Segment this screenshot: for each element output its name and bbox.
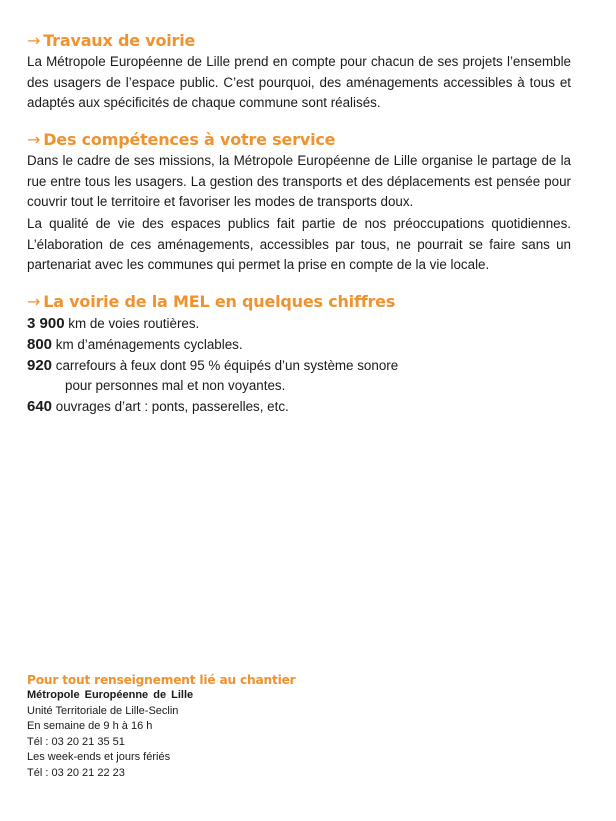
section-heading-chiffres: [27, 292, 395, 311]
contact-weekday-hours: En semaine de 9 h à 16 h: [27, 720, 153, 732]
key-figure-item: [27, 316, 398, 331]
contact-unit: Unité Territoriale de Lille-Seclin: [27, 704, 179, 717]
key-figures-list: [27, 316, 398, 420]
key-figure-item: [27, 337, 398, 352]
figure-text: carrefours à feux dont 95 % équipés d’un système sonore: [55, 358, 399, 373]
section-heading-competences: [27, 130, 335, 149]
figure-text: km de voies routières.: [68, 316, 200, 331]
contact-block: [27, 673, 296, 781]
section-paragraph: La qualité de vie des espaces publics fait partie de nos préoccupations quotidiennes. L’élaboration de ces aménagements, accessibles par tous, ne pourrait se faire sans un partenariat avec les communes qui permet la prise en compte de la vie locale.: [27, 216, 571, 272]
figure-text: ouvrages d’art : ponts, passerelles, etc.: [55, 399, 289, 414]
contact-weekend-label: Les week-ends et jours fériés: [27, 751, 171, 763]
contact-organization: Métropole Européenne de Lille: [27, 689, 194, 701]
section-title: Travaux de voirie: [43, 31, 196, 50]
figure-value: 920: [27, 357, 53, 374]
section-heading-travaux: [27, 31, 195, 50]
contact-weekend-phone: Tél : 03 20 21 22 23: [27, 766, 125, 779]
arrow-right-icon: →: [27, 130, 41, 149]
contact-title: Pour tout renseignement lié au chantier: [27, 673, 296, 687]
contact-lines: [27, 688, 296, 781]
figure-value: 800: [27, 336, 53, 353]
figure-text: km d’aménagements cyclables.: [55, 337, 243, 352]
figure-value: 640: [27, 398, 53, 415]
section-title: Des compétences à votre service: [43, 130, 336, 149]
arrow-right-icon: →: [27, 292, 41, 311]
key-figure-item: [27, 358, 398, 393]
section-title: La voirie de la MEL en quelques chiffres: [43, 292, 396, 311]
section-paragraph: La Métropole Européenne de Lille prend en compte pour chacun de ses projets l’ensemble des usagers de l’espace public. C’est pourquoi, des aménagements accessibles à tous et adaptés aux spécificités de chaque commune sont réalisés.: [27, 54, 571, 110]
key-figure-item: [27, 399, 398, 414]
figure-value: 3 900: [27, 315, 65, 332]
arrow-right-icon: →: [27, 31, 41, 50]
section-paragraph: Dans le cadre de ses missions, la Métropole Européenne de Lille organise le partage de la rue entre tous les usagers. La gestion des transports et des déplacements est pensée pour couvrir tout le territoire et favoriser les modes de transports doux.: [27, 153, 571, 209]
figure-text-continuation: pour personnes mal et non voyantes.: [65, 378, 286, 393]
contact-weekday-phone: Tél : 03 20 21 35 51: [27, 735, 125, 748]
